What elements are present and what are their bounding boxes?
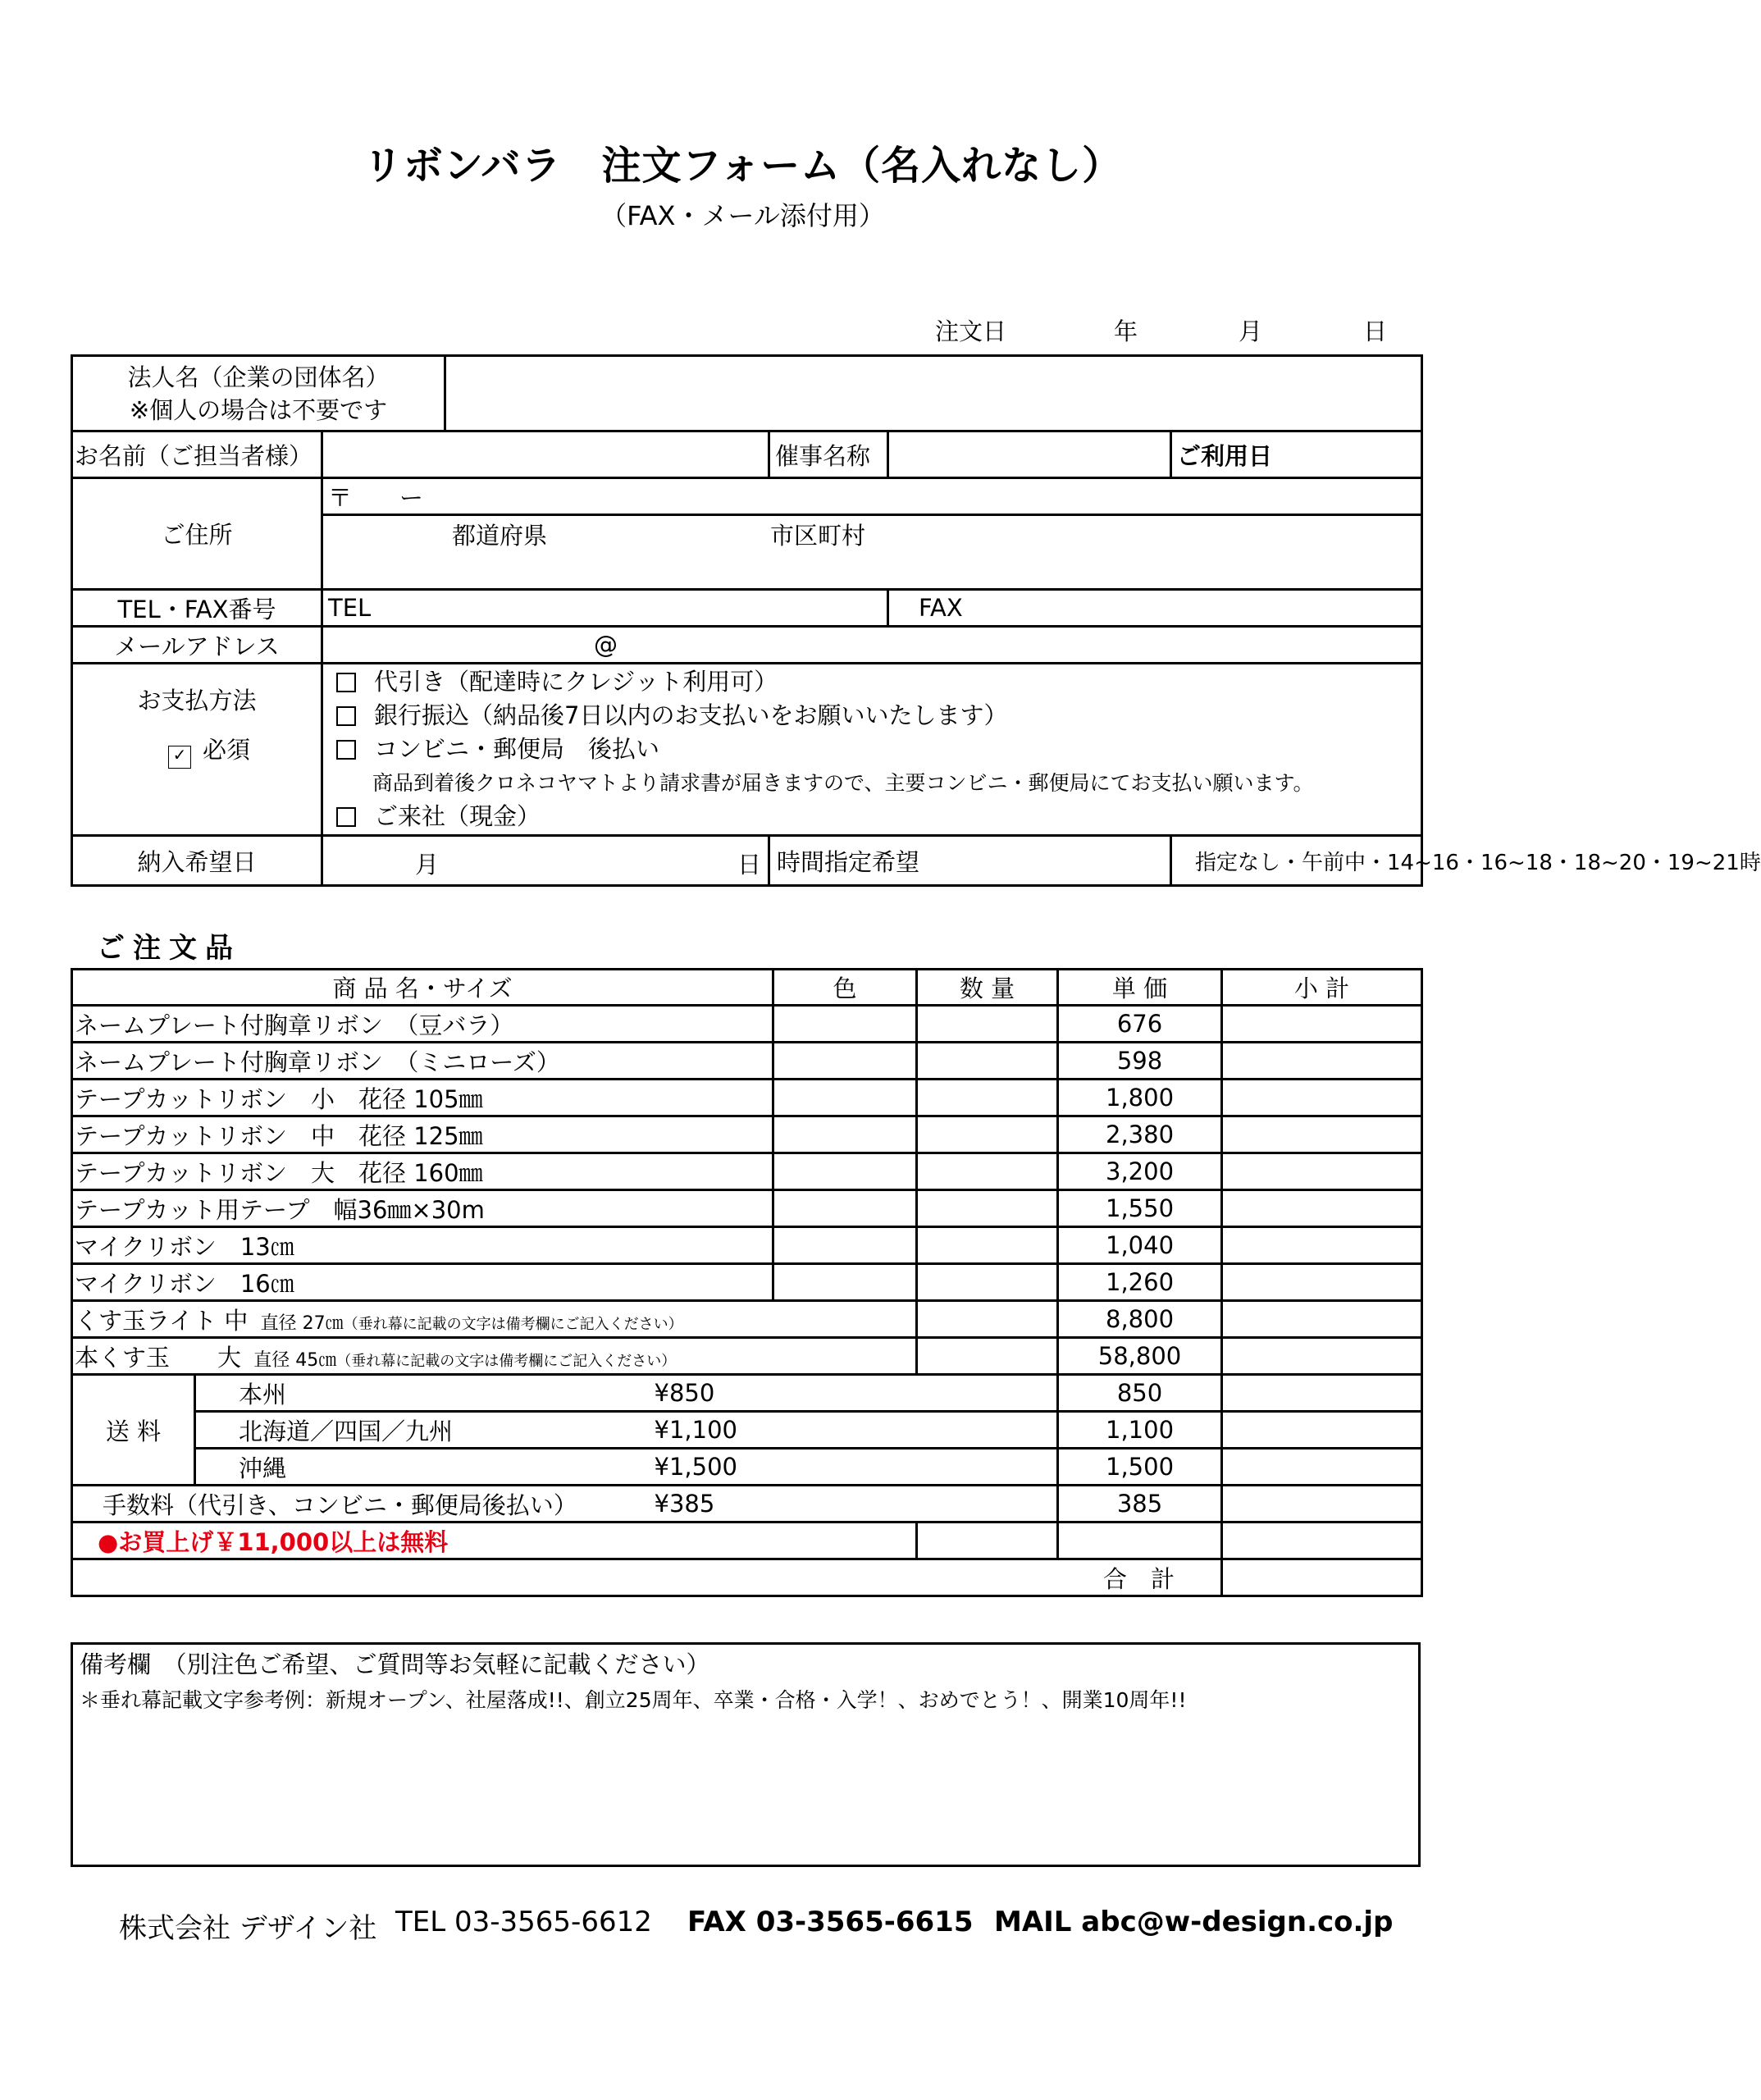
item-color[interactable] [773, 1043, 917, 1080]
shipping-region: 沖縄 [195, 1449, 655, 1486]
item-subtotal[interactable] [1222, 1264, 1422, 1301]
item-price: 676 [1058, 1006, 1222, 1043]
corp-label: 法人名（企業の団体名） [127, 363, 390, 391]
item-name: ネームプレート付胸章リボン （ミニローズ） [72, 1043, 773, 1080]
delivery-date-field[interactable] [322, 836, 769, 886]
table-row [72, 1264, 1422, 1301]
header-color: 色 [773, 970, 917, 1006]
use-date-label: ご利用日 [1171, 431, 1422, 478]
order-date-day: 日 [1363, 317, 1388, 345]
handling-price: 385 [1058, 1486, 1222, 1522]
item-color[interactable] [773, 1227, 917, 1264]
free-shipping-note: ●お買上げ￥11,000以上は無料 [72, 1522, 917, 1559]
page-title: リボンバラ 注文フォーム（名入れなし） [363, 143, 1123, 189]
item-color[interactable] [773, 1153, 917, 1190]
item-price: 1,260 [1058, 1264, 1222, 1301]
payment-options [322, 664, 1422, 836]
time-label: 時間指定希望 [769, 836, 1171, 886]
table-row [72, 1301, 1422, 1338]
item-qty[interactable] [917, 1264, 1058, 1301]
table-row [72, 1190, 1422, 1227]
item-color[interactable] [773, 1006, 917, 1043]
table-row [72, 1043, 1422, 1080]
city-label: 市区町村 [770, 522, 866, 550]
item-qty[interactable] [917, 1338, 1058, 1375]
shipping-row [72, 1375, 1422, 1412]
item-price: 3,200 [1058, 1153, 1222, 1190]
item-subtotal[interactable] [1222, 1227, 1422, 1264]
item-price: 1,800 [1058, 1080, 1222, 1116]
header-qty: 数 量 [917, 970, 1058, 1006]
order-section-title: ご注文品 [97, 932, 241, 965]
item-note: （垂れ幕に記載の文字は備考欄にご記入ください） [336, 1352, 677, 1370]
checkbox-icon[interactable] [336, 740, 356, 760]
remarks-title: 備考欄 （別注色ご希望、ご質問等お気軽に記載ください） [80, 1650, 710, 1678]
item-name: 本くす玉 大 [75, 1343, 242, 1372]
item-price: 1,550 [1058, 1190, 1222, 1227]
item-qty[interactable] [917, 1043, 1058, 1080]
name-label: お名前（ご担当者様） [72, 431, 322, 478]
shipping-row [72, 1449, 1422, 1486]
order-date-label: 注文日 [935, 317, 1007, 345]
tel-field[interactable]: TEL [322, 590, 888, 627]
item-name: マイクリボン 16㎝ [72, 1264, 773, 1301]
payment-option-convenience[interactable]: コンビニ・郵便局 後払い [336, 733, 1416, 766]
required-check-icon: ✓ [168, 746, 191, 769]
item-size: 直径 27㎝ [260, 1312, 344, 1334]
item-name: テープカットリボン 大 花径 160㎜ [72, 1153, 773, 1190]
payment-label: お支払方法 [137, 687, 257, 714]
item-name: くす玉ライト 中 [75, 1306, 249, 1335]
item-subtotal[interactable] [1222, 1338, 1422, 1375]
payment-option-cod[interactable]: 代引き（配達時にクレジット利用可） [336, 665, 1416, 699]
payment-label-cell [72, 664, 322, 836]
item-price: 58,800 [1058, 1338, 1222, 1375]
item-price: 8,800 [1058, 1301, 1222, 1338]
prefecture-label: 都道府県 [452, 522, 548, 550]
order-date-year: 年 [1114, 317, 1138, 345]
event-field[interactable] [888, 431, 1171, 478]
item-qty[interactable] [917, 1116, 1058, 1153]
name-field[interactable] [322, 431, 769, 478]
remarks-example: ＊垂れ幕記載文字参考例：新規オープン、社屋落成!!、創立25周年、卒業・合格・入学！、おめでとう！、開業10周年!! [80, 1688, 1187, 1712]
checkbox-icon[interactable] [336, 807, 356, 827]
shipping-price: 1,500 [1058, 1449, 1222, 1486]
handling-row [72, 1486, 1422, 1522]
shipping-price: 1,100 [1058, 1412, 1222, 1449]
item-color[interactable] [773, 1116, 917, 1153]
table-row [72, 1153, 1422, 1190]
item-name: ネームプレート付胸章リボン （豆バラ） [72, 1006, 773, 1043]
item-subtotal[interactable] [1222, 1449, 1422, 1486]
header-subtotal: 小 計 [1222, 970, 1422, 1006]
checkbox-icon[interactable] [336, 673, 356, 692]
required-label: 必須 [203, 736, 251, 764]
customer-info-table [71, 354, 1761, 887]
remarks-box[interactable] [71, 1642, 1421, 1867]
empty-cell [1058, 1522, 1222, 1559]
item-color[interactable] [773, 1080, 917, 1116]
page-subtitle: （FAX・メール添付用） [600, 200, 885, 231]
item-color[interactable] [773, 1190, 917, 1227]
telfax-label: TEL・FAX番号 [72, 590, 322, 627]
header-product: 商 品 名・サイズ [72, 970, 773, 1006]
address-label: ご住所 [72, 478, 322, 590]
order-table [71, 968, 1423, 1597]
total-row [72, 1559, 1422, 1596]
item-subtotal[interactable] [1222, 1006, 1422, 1043]
order-date-month: 月 [1239, 317, 1263, 345]
item-name: テープカット用テープ 幅36㎜×30m [72, 1190, 773, 1227]
item-qty[interactable] [917, 1080, 1058, 1116]
item-subtotal[interactable] [1222, 1043, 1422, 1080]
total-label: 合 計 [72, 1559, 1222, 1596]
item-color[interactable] [773, 1264, 917, 1301]
address-field[interactable] [322, 515, 1422, 590]
footer-mail: MAIL abc@w-design.co.jp [994, 1906, 1394, 1938]
item-subtotal[interactable] [1222, 1375, 1422, 1412]
delivery-label: 納入希望日 [72, 836, 322, 886]
item-subtotal[interactable] [1222, 1080, 1422, 1116]
item-subtotal[interactable] [1222, 1153, 1422, 1190]
footer-tel: TEL 03-3565-6612 [395, 1906, 652, 1938]
item-qty[interactable] [917, 1227, 1058, 1264]
shipping-fee: ¥1,100 [655, 1412, 1058, 1449]
table-row [72, 1116, 1422, 1153]
empty-cell [1222, 1522, 1422, 1559]
item-size: 直径 45㎝ [253, 1349, 337, 1371]
total-value[interactable] [1222, 1559, 1422, 1596]
free-shipping-row [72, 1522, 1422, 1559]
table-row [72, 1338, 1422, 1375]
fax-field[interactable]: FAX [888, 590, 1422, 627]
mail-label: メールアドレス [72, 627, 322, 664]
item-subtotal[interactable] [1222, 1412, 1422, 1449]
item-name: テープカットリボン 小 花径 105㎜ [72, 1080, 773, 1116]
item-subtotal[interactable] [1222, 1116, 1422, 1153]
delivery-day: 日 [737, 851, 762, 879]
table-row [72, 1227, 1422, 1264]
payment-option-visit[interactable]: ご来社（現金） [336, 800, 1416, 833]
footer-fax: FAX 03-3565-6615 [687, 1906, 974, 1938]
time-options[interactable]: 指定なし・午前中・14~16・16~18・18~20・19~21時 [1171, 836, 1422, 886]
item-subtotal[interactable] [1222, 1190, 1422, 1227]
kusudama-item [72, 1301, 917, 1338]
item-price: 2,380 [1058, 1116, 1222, 1153]
shipping-region: 北海道／四国／九州 [195, 1412, 655, 1449]
corp-name-field[interactable] [445, 356, 1422, 431]
postal-field[interactable]: 〒 ー [322, 478, 1422, 515]
item-note: （垂れ幕に記載の文字は備考欄にご記入ください） [343, 1315, 683, 1333]
shipping-fee: ¥850 [655, 1375, 1058, 1412]
handling-label: 手数料（代引き、コンビニ・郵便局後払い） [72, 1486, 655, 1522]
shipping-row [72, 1412, 1422, 1449]
event-label: 催事名称 [769, 431, 888, 478]
item-qty[interactable] [917, 1006, 1058, 1043]
item-qty[interactable] [917, 1153, 1058, 1190]
item-price: 598 [1058, 1043, 1222, 1080]
header-price: 単 価 [1058, 970, 1222, 1006]
shipping-price: 850 [1058, 1375, 1222, 1412]
table-row [72, 1080, 1422, 1116]
shipping-fee: ¥1,500 [655, 1449, 1058, 1486]
item-name: テープカットリボン 中 花径 125㎜ [72, 1116, 773, 1153]
item-name: マイクリボン 13㎝ [72, 1227, 773, 1264]
footer-company: 株式会社 デザイン社 [119, 1912, 377, 1945]
required-mark [168, 732, 250, 769]
table-row [72, 1006, 1422, 1043]
payment-option-bank[interactable]: 銀行振込（納品後7日以内のお支払いをお願いいたします） [336, 699, 1416, 733]
handling-fee: ¥385 [655, 1486, 1058, 1522]
item-price: 1,040 [1058, 1227, 1222, 1264]
empty-cell [917, 1522, 1058, 1559]
order-date [935, 313, 1394, 346]
item-qty[interactable] [917, 1301, 1058, 1338]
shipping-label: 送 料 [72, 1375, 195, 1486]
delivery-month: 月 [415, 851, 440, 879]
payment-note: 商品到着後クロネコヤマトより請求書が届きますので、主要コンビニ・郵便局にてお支払い願います。 [372, 771, 1314, 795]
checkbox-icon[interactable] [336, 706, 356, 726]
mail-field[interactable]: @ [322, 627, 1422, 664]
shipping-region: 本州 [195, 1375, 655, 1412]
item-subtotal[interactable] [1222, 1301, 1422, 1338]
kusudama-item [72, 1338, 917, 1375]
corp-note: ※個人の場合は不要です [129, 395, 388, 424]
item-qty[interactable] [917, 1190, 1058, 1227]
item-subtotal[interactable] [1222, 1486, 1422, 1522]
corp-label-cell [72, 356, 445, 431]
